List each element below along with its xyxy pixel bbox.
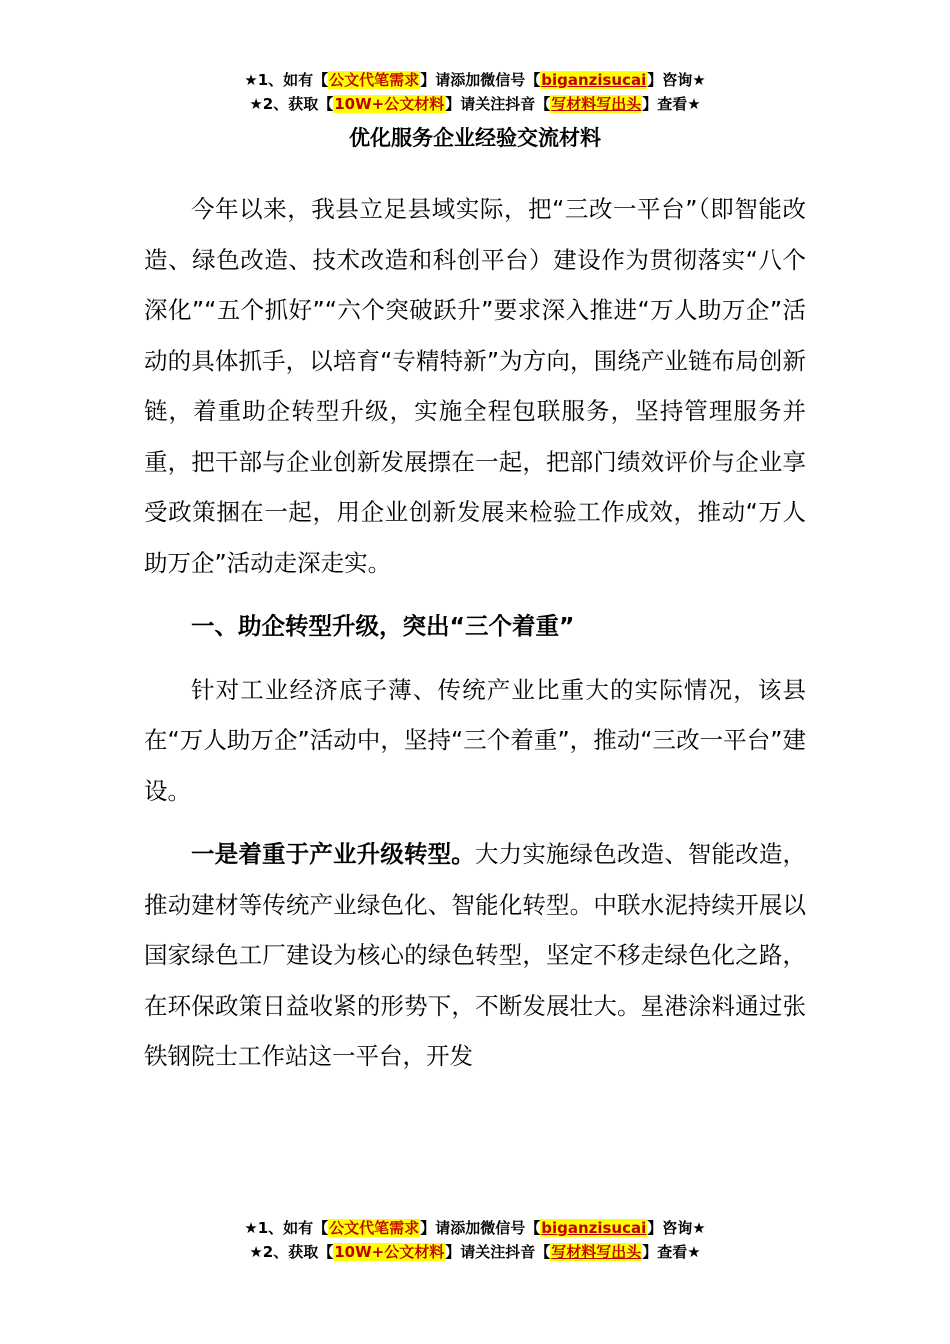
paragraph-2: 针对工业经济底子薄、传统产业比重大的实际情况，该县在“万人助万企”活动中，坚持“三个着重”，推动“三改一平台”建设。 <box>144 675 806 805</box>
document-title: 优化服务企业经验交流材料 <box>349 126 601 150</box>
highlight-douyin-account: 写材料写出头 <box>551 95 642 113</box>
notice-text: ★1、如有【 <box>244 1219 329 1237</box>
section-heading-1: 一、助企转型升级，突出“三个着重” <box>191 612 575 640</box>
paragraph-3 <box>144 829 806 1082</box>
notice-text: 】请关注抖音【 <box>445 1243 551 1261</box>
notice-line-2 <box>0 92 950 116</box>
highlight-wechat-id: biganzisucai <box>541 71 647 89</box>
footer-notice <box>0 1216 950 1264</box>
notice-text: 】查看★ <box>642 95 701 113</box>
highlight-materials: 10W+公文材料 <box>334 1243 445 1261</box>
notice-text: 】咨询★ <box>647 1219 706 1237</box>
notice-text: ★1、如有【 <box>244 71 329 89</box>
paragraph-3-text: 大力实施绿色改造、智能改造，推动建材等传统产业绿色化、智能化转型。中联水泥持续开展以国家绿色工厂建设为核心的绿色转型，坚定不移走绿色化之路，在环保政策日益收紧的形势下，不断发展壮大。星港涂料通过张铁钢院士工作站这一平台，开发 <box>144 840 807 1070</box>
notice-line-1 <box>0 1216 950 1240</box>
notice-text: 】请关注抖音【 <box>445 95 551 113</box>
paragraph-3-lead: 一是着重于产业升级转型。 <box>191 840 475 868</box>
notice-text: 】请添加微信号【 <box>420 71 541 89</box>
notice-text: 】咨询★ <box>647 71 706 89</box>
highlight-service: 公文代笔需求 <box>329 71 420 89</box>
highlight-service: 公文代笔需求 <box>329 1219 420 1237</box>
document-body <box>144 184 806 1082</box>
notice-text: ★2、获取【 <box>249 1243 334 1261</box>
notice-line-1 <box>0 68 950 92</box>
highlight-douyin-account: 写材料写出头 <box>551 1243 642 1261</box>
notice-text: 】查看★ <box>642 1243 701 1261</box>
intro-paragraph: 今年以来，我县立足县域实际，把“三改一平台”（即智能改造、绿色改造、技术改造和科创平台）建设作为贯彻落实“八个深化”“五个抓好”“六个突破跃升”要求深入推进“万人助万企”活动的具体抓手，以培育“专精特新”为方向，围绕产业链布局创新链，着重助企转型升级，实施全程包联服务，坚持管理服务并重，把干部与企业创新发展摽在一起，把部门绩效评价与企业享受政策捆在一起，用企业创新发展来检验工作成效，推动“万人助万企”活动走深走实。 <box>144 195 806 577</box>
notice-text: ★2、获取【 <box>249 95 334 113</box>
highlight-materials: 10W+公文材料 <box>334 95 445 113</box>
notice-text: 】请添加微信号【 <box>420 1219 541 1237</box>
notice-line-2 <box>0 1240 950 1264</box>
header-notice <box>0 68 950 116</box>
highlight-wechat-id: biganzisucai <box>541 1219 647 1237</box>
